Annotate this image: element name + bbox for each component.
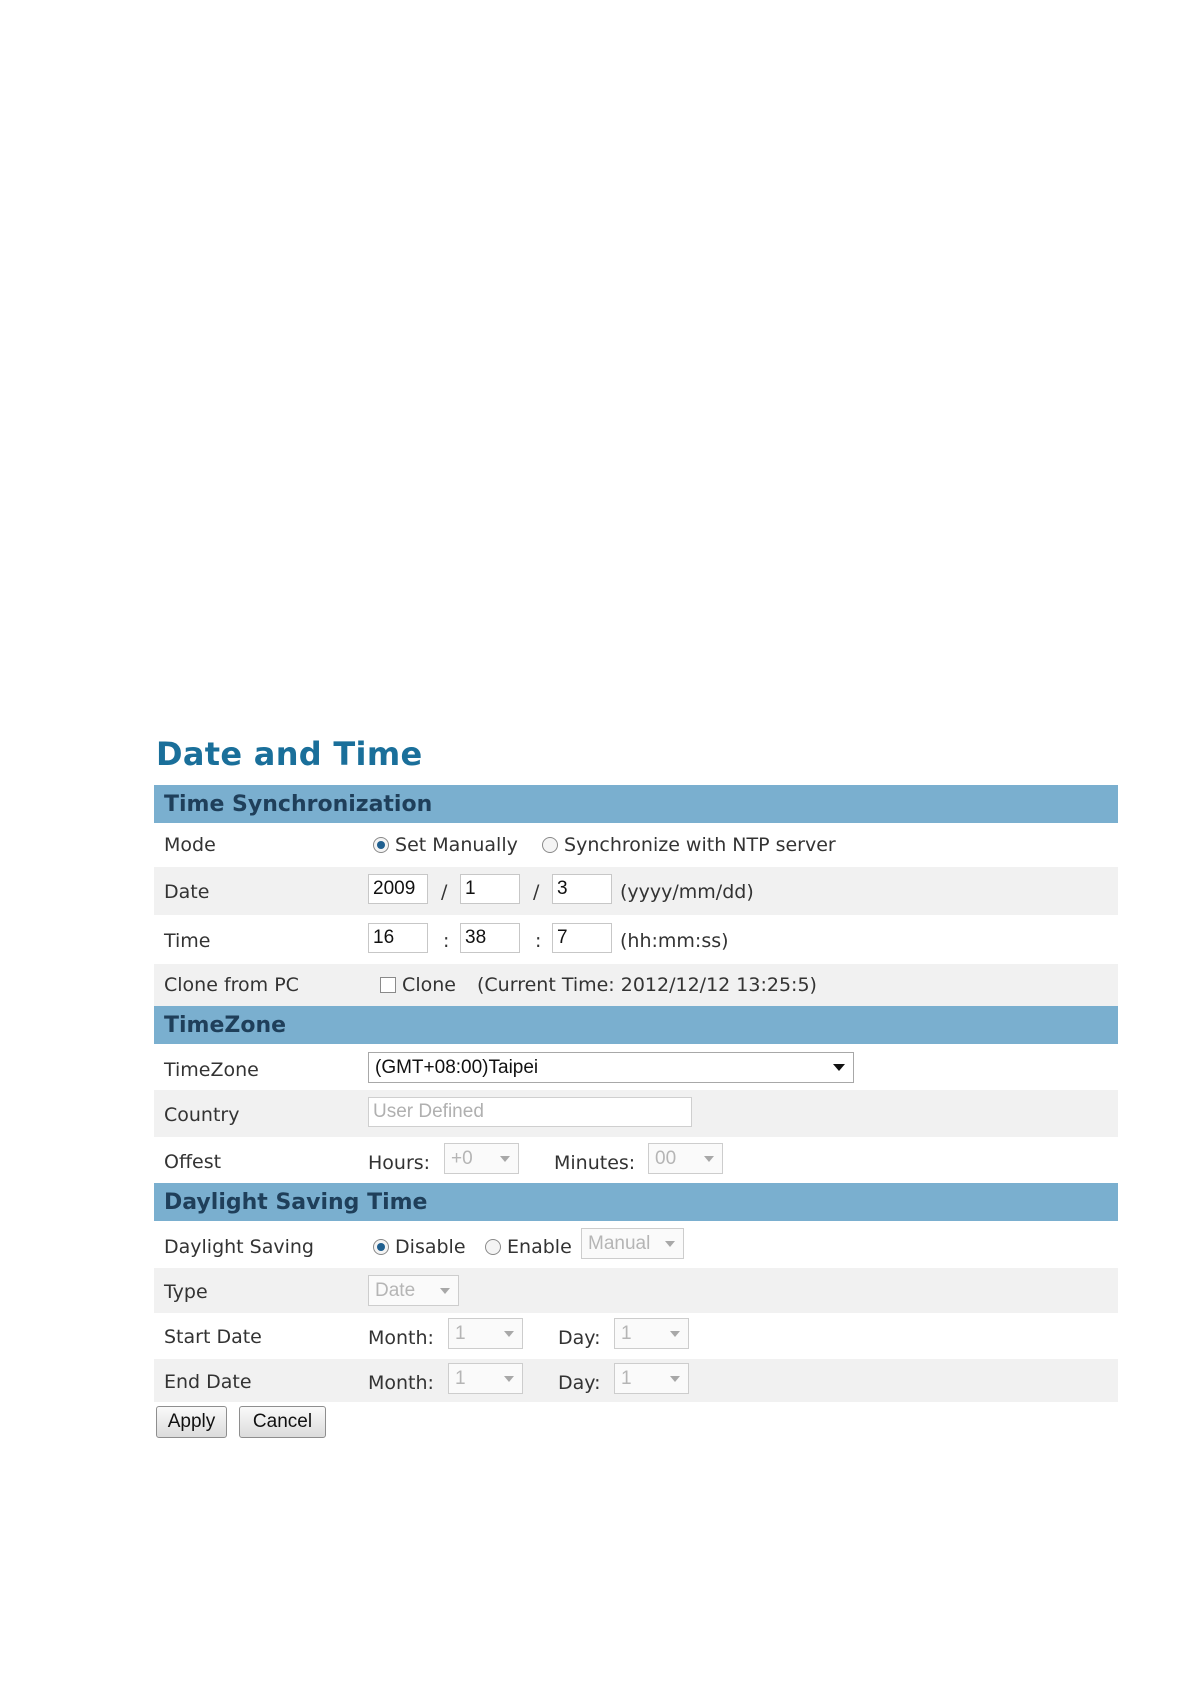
page-title: Date and Time [156,735,423,773]
date-row [154,867,1118,915]
chevron-down-icon [833,1064,845,1071]
end-month-value: 1 [455,1368,466,1389]
dst-disable-radio[interactable] [373,1239,389,1255]
button-row [154,1402,1118,1442]
end-day-select[interactable] [614,1363,689,1394]
clone-checkbox[interactable] [380,977,396,993]
timezone-row [154,1044,1118,1090]
offset-hours-value: +0 [451,1148,473,1169]
chevron-down-icon [440,1288,450,1294]
apply-button[interactable]: Apply [156,1406,227,1438]
mode-ntp-option[interactable] [542,834,836,856]
date-year-input[interactable]: 2009 [368,874,428,904]
end-month-select[interactable] [448,1363,523,1394]
date-day-input[interactable]: 3 [552,874,612,904]
clone-checkbox-label: Clone [402,974,456,996]
time-row [154,915,1118,964]
clone-option[interactable] [380,974,456,996]
timezone-select-value: (GMT+08:00)Taipei [375,1057,539,1078]
dst-enable-radio[interactable] [485,1239,501,1255]
chevron-down-icon [500,1156,510,1162]
country-input[interactable]: User Defined [368,1097,692,1127]
date-separator-2: / [533,881,540,903]
start-day-select[interactable] [614,1318,689,1349]
end-month-label: Month: [368,1372,434,1394]
date-format-hint: (yyyy/mm/dd) [620,881,754,903]
end-date-row [154,1359,1118,1402]
date-month-input[interactable]: 1 [460,874,520,904]
timezone-select[interactable] [368,1052,854,1083]
offset-row [154,1137,1118,1183]
timezone-label: TimeZone [164,1059,259,1081]
chevron-down-icon [665,1241,675,1247]
dst-enable-label: Enable [507,1236,572,1258]
mode-ntp-label: Synchronize with NTP server [564,834,836,856]
start-day-label: Day: [558,1327,601,1349]
time-separator-1: : [443,930,450,952]
clone-row [154,964,1118,1006]
time-minute-input[interactable]: 38 [460,923,520,953]
offset-hours-label: Hours: [368,1152,431,1174]
time-hour-input[interactable]: 16 [368,923,428,953]
end-day-label: Day: [558,1372,601,1394]
type-select[interactable] [368,1275,459,1306]
start-date-label: Start Date [164,1326,262,1348]
daylight-saving-row [154,1221,1118,1268]
dst-disable-label: Disable [395,1236,466,1258]
country-label: Country [164,1104,240,1126]
start-day-value: 1 [621,1323,632,1344]
time-sync-heading: Time Synchronization [154,785,1118,823]
chevron-down-icon [670,1376,680,1382]
dst-disable-option[interactable] [373,1236,466,1258]
time-label: Time [164,930,211,952]
start-month-label: Month: [368,1327,434,1349]
type-value: Date [375,1280,416,1301]
end-day-value: 1 [621,1368,632,1389]
offset-minutes-label: Minutes: [554,1152,636,1174]
mode-label: Mode [164,834,216,856]
time-separator-2: : [535,930,542,952]
start-month-select[interactable] [448,1318,523,1349]
chevron-down-icon [504,1376,514,1382]
current-time-text: (Current Time: 2012/12/12 13:25:5) [477,974,817,996]
type-label: Type [164,1281,208,1303]
mode-row [154,823,1118,867]
dst-mode-value: Manual [588,1233,651,1254]
dst-heading: Daylight Saving Time [154,1183,1118,1221]
mode-manual-radio[interactable] [373,837,389,853]
offset-minutes-select[interactable] [648,1143,723,1174]
country-row [154,1090,1118,1137]
time-second-input[interactable]: 7 [552,923,612,953]
offset-hours-select[interactable] [444,1143,519,1174]
date-label: Date [164,881,210,903]
timezone-heading: TimeZone [154,1006,1118,1044]
dst-enable-option[interactable] [485,1236,572,1258]
daylight-saving-label: Daylight Saving [164,1236,314,1258]
chevron-down-icon [670,1331,680,1337]
mode-ntp-radio[interactable] [542,837,558,853]
start-date-row [154,1313,1118,1359]
offset-minutes-value: 00 [655,1148,677,1169]
mode-manual-option[interactable] [373,834,518,856]
mode-manual-label: Set Manually [395,834,518,856]
chevron-down-icon [704,1156,714,1162]
offset-label: Offest [164,1151,222,1173]
date-time-form [154,785,1118,1442]
clone-label: Clone from PC [164,974,299,996]
type-row [154,1268,1118,1313]
date-separator-1: / [441,881,448,903]
chevron-down-icon [504,1331,514,1337]
start-month-value: 1 [455,1323,466,1344]
dst-mode-select[interactable] [581,1228,684,1259]
end-date-label: End Date [164,1371,252,1393]
cancel-button[interactable]: Cancel [239,1406,326,1438]
time-format-hint: (hh:mm:ss) [620,930,729,952]
